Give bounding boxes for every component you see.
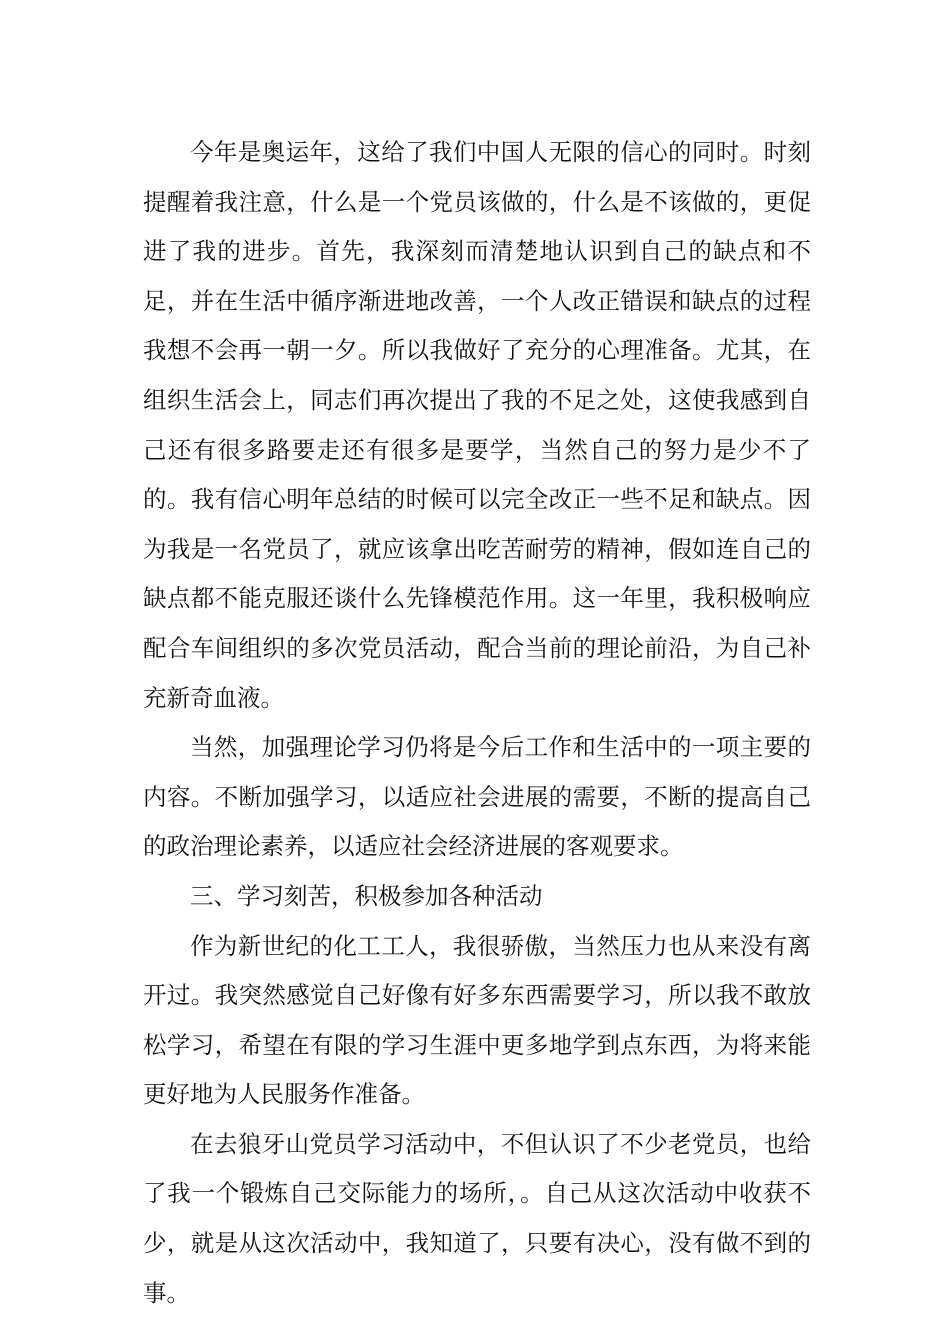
section-heading-study-activities: 三、学习刻苦，积极参加各种活动	[190, 881, 543, 910]
paragraph-theory-study: 当然，加强理论学习仍将是今后工作和生活中的一项主要的内容。不断加强学习，以适应社会进展的需要，不断的提高自己的政治理论素养，以适应社会经济进展的客观要求。	[143, 733, 811, 861]
paragraph-olympic-year: 今年是奥运年，这给了我们中国人无限的信心的同时。时刻提醒着我注意，什么是一个党员该做的，什么是不该做的，更促进了我的进步。首先，我深刻而清楚地认识到自己的缺点和不足，并在生活中循序渐进地改善，一个人改正错误和缺点的过程我想不会再一朝一夕。所以我做好了充分的心理准备。尤其，在组织生活会上，同志们再次提出了我的不足之处，这使我感到自己还有很多路要走还有很多是要学，当然自己的努力是少不了的。我有信心明年总结的时候可以完全改正一些不足和缺点。因为我是一名党员了，就应该拿出吃苦耐劳的精神，假如连自己的缺点都不能克服还谈什么先锋模范作用。这一年里，我积极响应配合车间组织的多次党员活动，配合当前的理论前沿，为自己补充新奇血液。	[143, 138, 811, 712]
document-body	[143, 128, 811, 1318]
paragraph-langya-mountain: 在去狼牙山党员学习活动中，不但认识了不少老党员，也给了我一个锻炼自己交际能力的场所，。自己从这次活动中收获不少，就是从这次活动中，我知道了，只要有决心，没有做不到的事。	[143, 1129, 811, 1307]
paragraph-chemical-worker: 作为新世纪的化工工人，我很骄傲，当然压力也从来没有离开过。我突然感觉自己好像有好多东西需要学习，所以我不敢放松学习，希望在有限的学习生涯中更多地学到点东西，为将来能更好地为人民服务作准备。	[143, 931, 811, 1109]
